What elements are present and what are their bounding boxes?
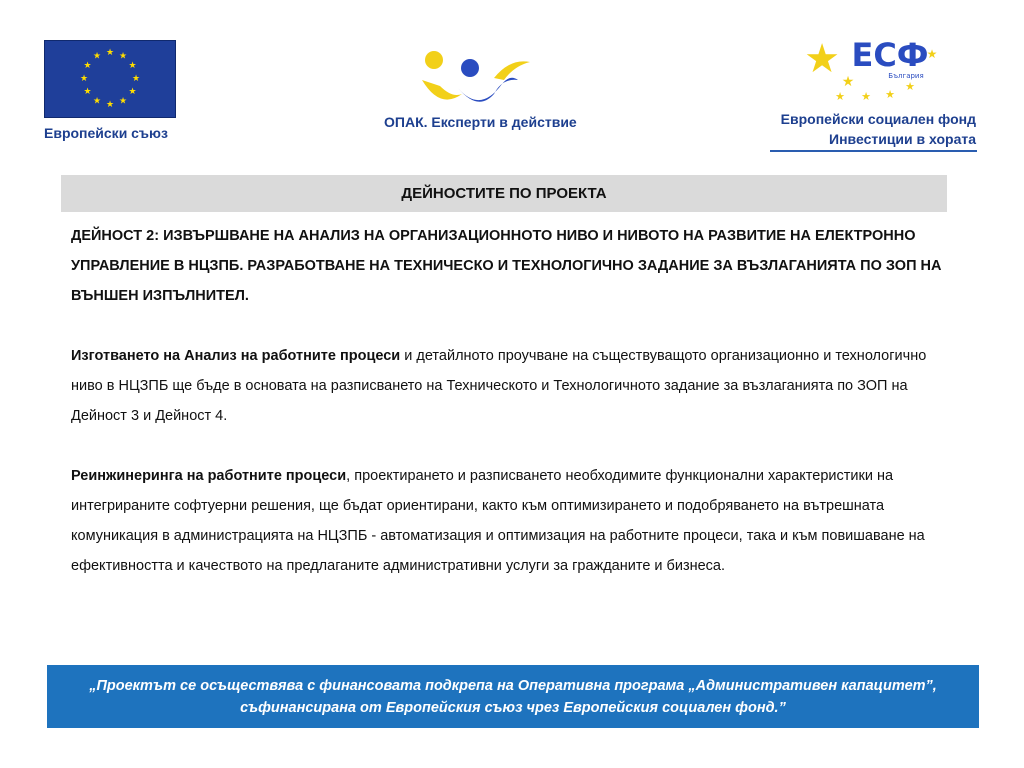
svg-text:★: ★ <box>861 90 871 103</box>
eu-label: Европейски съюз <box>44 125 168 141</box>
paragraph-analysis-text: и детайлното проучване на съществуващото организационно и технологично ниво в НЦЗПБ ще бъде в основата на разписването на Техническото и Технологичното задание за възлаганията по ЗОП на Дейност 3 и Дейност 4. <box>71 348 927 424</box>
svg-text:★: ★ <box>92 96 102 107</box>
paragraph-reengineering-text: , проектирането и разписването необходимите функционални характеристики на интегрираните софтуерни решения, ще бъдат ориентирани, както към оптимизирането и подобряването на вътрешната комуникация в администрацията на НЦЗПБ - автоматизация и оптимизация на работните процеси, така и към повишаване на ефективността и качеството на предлаганите административни услуги за гражданите и бизнеса. <box>71 468 925 574</box>
funding-footer-banner: „Проектът се осъществява с финансовата подкрепа на Оперативна програма „Административен капацитет”, съфинансирана от Европейския съюз чрез Европейския социален фонд.” <box>47 665 979 728</box>
opak-logo-icon <box>418 48 538 110</box>
esf-logo-text: ЕСФ <box>851 36 929 74</box>
svg-text:★: ★ <box>131 74 141 84</box>
svg-text:★: ★ <box>105 100 115 110</box>
esf-label-line2: Инвестиции в хората <box>829 131 976 147</box>
svg-text:★: ★ <box>905 80 915 93</box>
svg-text:★: ★ <box>118 96 128 107</box>
header-divider <box>770 150 977 152</box>
esf-logo-icon <box>800 34 950 104</box>
svg-text:★: ★ <box>804 36 840 82</box>
activity-heading: ДЕЙНОСТ 2: ИЗВЪРШВАНЕ НА АНАЛИЗ НА ОРГАНИЗАЦИОННОТО НИВО И НИВОТО НА РАЗВИТИЕ НА ЕЛЕКТРОННО УПРАВЛЕНИЕ В НЦЗПБ. РАЗРАБОТВАНЕ НА ТЕХНИЧЕСКО И ТЕХНОЛОГИЧНО ЗАДАНИЕ ЗА ВЪЗЛАГАНИЯТА ПО ЗОП НА ВЪНШЕН ИЗПЪЛНИТЕЛ. <box>71 228 942 304</box>
opak-label: ОПАК. Експерти в действие <box>384 114 577 130</box>
eu-stars-icon <box>45 41 175 117</box>
section-title: ДЕЙНОСТИТЕ ПО ПРОЕКТА <box>61 175 947 212</box>
main-content <box>71 221 949 611</box>
paragraph-reengineering <box>71 461 949 581</box>
eu-flag-logo <box>44 40 176 118</box>
svg-text:★: ★ <box>118 51 128 62</box>
svg-text:★: ★ <box>105 48 115 58</box>
paragraph-reengineering-bold: Реинжинеринга на работните процеси <box>71 468 347 484</box>
esf-label-line1: Европейски социален фонд <box>780 111 976 127</box>
svg-text:★: ★ <box>841 74 855 90</box>
paragraph-analysis-bold: Изготването на Анализ на работните процеси <box>71 348 401 364</box>
svg-text:★: ★ <box>885 88 895 101</box>
svg-text:★: ★ <box>79 74 89 84</box>
svg-text:★: ★ <box>83 87 92 97</box>
svg-text:★: ★ <box>926 47 938 61</box>
paragraph-analysis <box>71 341 949 431</box>
svg-text:★: ★ <box>92 51 102 62</box>
svg-text:★: ★ <box>128 87 137 97</box>
svg-text:★: ★ <box>835 90 845 103</box>
svg-text:★: ★ <box>83 61 92 71</box>
svg-text:★: ★ <box>128 61 137 71</box>
esf-logo-sub: България <box>888 72 924 80</box>
